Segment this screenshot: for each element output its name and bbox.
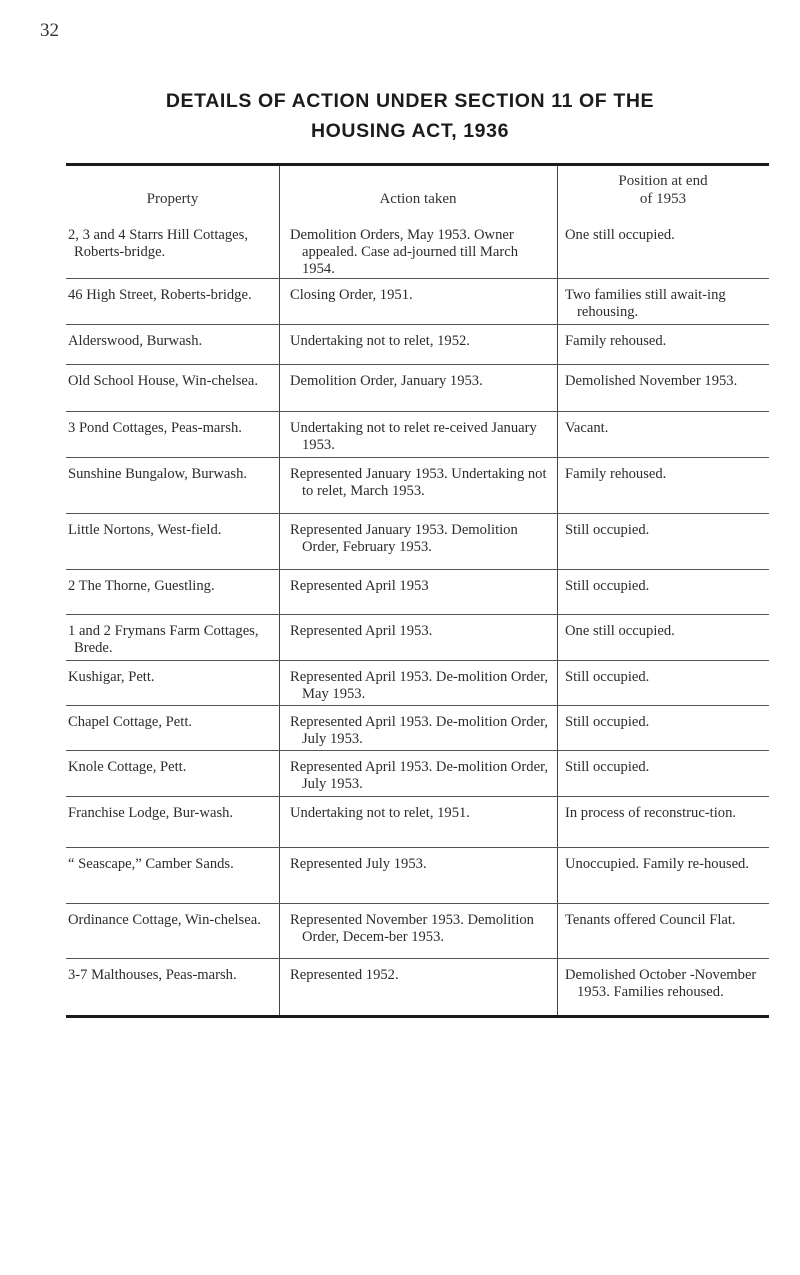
action-cell: Represented April 1953. De-molition Order, July 1953. (290, 714, 548, 747)
row-separator (66, 324, 769, 325)
position-cell: Unoccupied. Family re-housed. (565, 856, 749, 872)
column-divider (557, 166, 558, 1015)
property-cell: 2 The Thorne, Guestling. (68, 578, 215, 594)
position-cell: One still occupied. (565, 227, 675, 243)
column-divider (279, 166, 280, 1015)
property-cell: Chapel Cottage, Pett. (68, 714, 193, 730)
position-cell: In process of reconstruc-tion. (565, 805, 737, 821)
action-cell: Represented July 1953. (290, 856, 427, 872)
table-header (66, 166, 769, 218)
table-bottom-rule (66, 1015, 769, 1018)
property-cell: Kushigar, Pett. (68, 669, 155, 685)
page-number: 32 (40, 20, 59, 41)
action-cell: Represented April 1953 (290, 578, 429, 594)
position-cell: Still occupied. (565, 759, 650, 775)
row-separator (66, 750, 769, 751)
row-separator (66, 278, 769, 279)
property-cell: Ordinance Cottage, Win-chelsea. (68, 912, 261, 928)
property-cell: 2, 3 and 4 Starrs Hill Cottages, Roberts-bridge. (68, 227, 248, 260)
row-separator (66, 411, 769, 412)
position-cell: Demolished November 1953. (565, 373, 738, 389)
position-cell: Family rehoused. (565, 333, 667, 349)
property-cell: “ Seascape,” Camber Sands. (68, 856, 234, 872)
header-property-label: Property (146, 191, 199, 207)
action-cell: Undertaking not to relet re-ceived January 1953. (290, 420, 537, 453)
property-cell: Sunshine Bungalow, Burwash. (68, 466, 248, 482)
row-separator (66, 847, 769, 848)
action-cell: Represented April 1953. De-molition Order, May 1953. (290, 669, 548, 702)
position-cell: Tenants offered Council Flat. (565, 912, 736, 928)
header-position (557, 166, 769, 218)
property-cell: Franchise Lodge, Bur-wash. (68, 805, 234, 821)
row-separator (66, 796, 769, 797)
action-cell: Undertaking not to relet, 1951. (290, 805, 470, 821)
property-cell: 3 Pond Cottages, Peas-marsh. (68, 420, 242, 436)
header-position-label-year: of 1953 (639, 191, 687, 207)
header-property (66, 166, 279, 218)
action-cell: Represented November 1953. Demolition Order, Decem-ber 1953. (290, 912, 534, 945)
position-cell: Still occupied. (565, 714, 650, 730)
position-cell: Family rehoused. (565, 466, 667, 482)
position-cell: Still occupied. (565, 669, 650, 685)
property-cell: Knole Cottage, Pett. (68, 759, 187, 775)
action-cell: Represented January 1953. Undertaking not to relet, March 1953. (290, 466, 547, 499)
header-action-label: Action taken (379, 191, 457, 207)
position-cell: One still occupied. (565, 623, 675, 639)
property-cell: Little Nortons, West-field. (68, 522, 222, 538)
action-cell: Represented January 1953. Demolition Order, February 1953. (290, 522, 518, 555)
action-cell: Represented April 1953. (290, 623, 433, 639)
header-action (279, 166, 557, 218)
position-cell: Two families still await-ing rehousing. (565, 287, 726, 320)
position-cell: Vacant. (565, 420, 609, 436)
row-separator (66, 958, 769, 959)
row-separator (66, 513, 769, 514)
row-separator (66, 457, 769, 458)
action-cell: Demolition Order, January 1953. (290, 373, 483, 389)
position-cell: Still occupied. (565, 578, 650, 594)
property-cell: 1 and 2 Frymans Farm Cottages, Brede. (68, 623, 259, 656)
action-cell: Demolition Orders, May 1953. Owner appealed. Case ad-journed till March 1954. (290, 227, 518, 277)
property-cell: Alderswood, Burwash. (68, 333, 203, 349)
header-position-label: Position at end (618, 173, 708, 189)
property-cell: Old School House, Win-chelsea. (68, 373, 259, 389)
property-cell: 3-7 Malthouses, Peas-marsh. (68, 967, 237, 983)
position-cell: Demolished October -November 1953. Families rehoused. (565, 967, 757, 1000)
position-cell: Still occupied. (565, 522, 650, 538)
action-cell: Undertaking not to relet, 1952. (290, 333, 470, 349)
row-separator (66, 705, 769, 706)
action-cell: Represented April 1953. De-molition Order, July 1953. (290, 759, 548, 792)
row-separator (66, 364, 769, 365)
action-cell: Represented 1952. (290, 967, 399, 983)
row-separator (66, 660, 769, 661)
page-subtitle: HOUSING ACT, 1936 (310, 120, 510, 142)
row-separator (66, 903, 769, 904)
row-separator (66, 569, 769, 570)
page-title: DETAILS OF ACTION UNDER SECTION 11 OF THE (165, 90, 655, 112)
action-cell: Closing Order, 1951. (290, 287, 413, 303)
row-separator (66, 614, 769, 615)
property-cell: 46 High Street, Roberts-bridge. (68, 287, 252, 303)
